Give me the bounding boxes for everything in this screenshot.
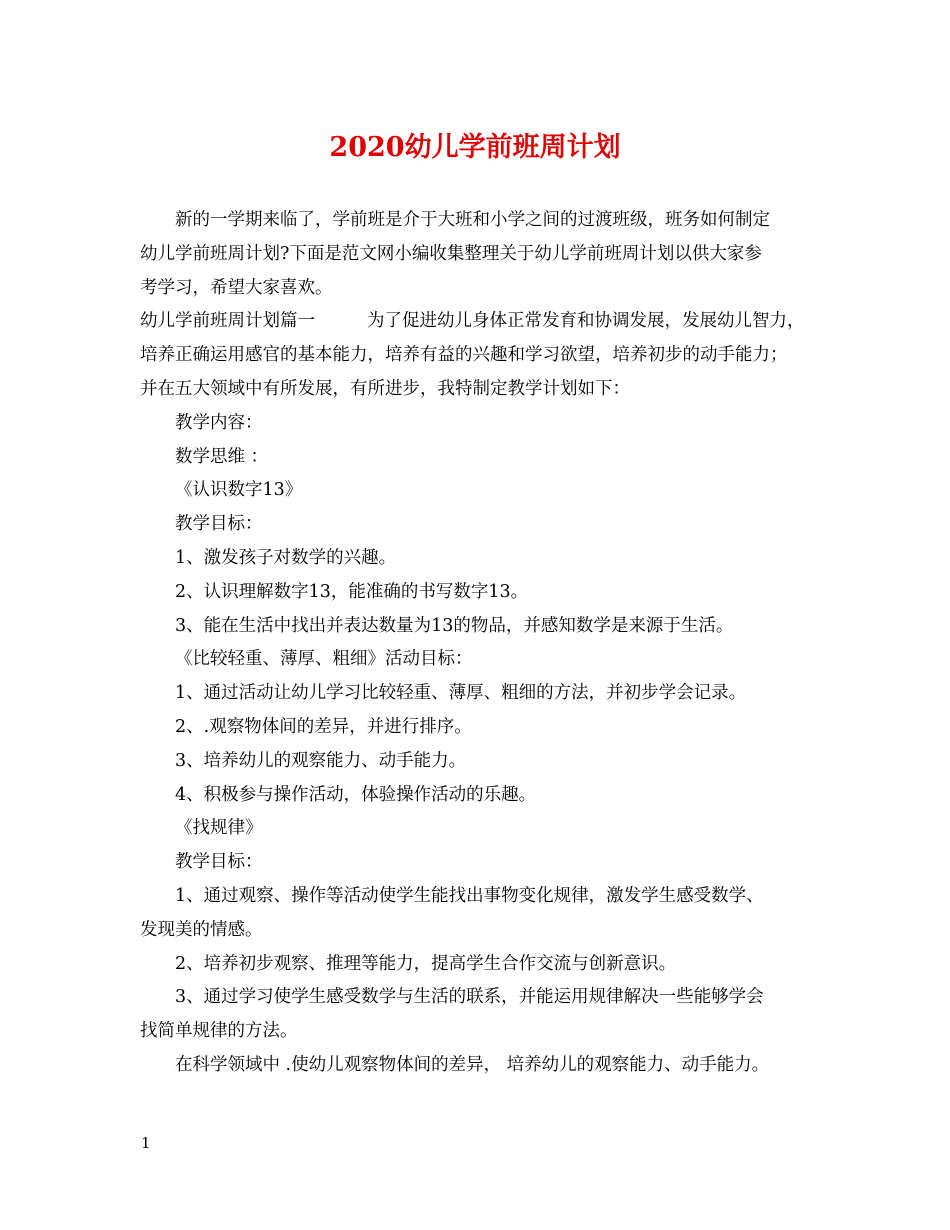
content-line: 4、积极参与操作活动，体验操作活动的乐趣。	[175, 784, 537, 805]
section-heading: 幼儿学前班周计划篇一	[140, 311, 315, 332]
content-line: 《比较轻重、薄厚、粗细》活动目标：	[175, 649, 473, 670]
goal3-line-1: 3、通过学习使学生感受数学与生活的联系，并能运用规律解决一些能够学会	[175, 987, 764, 1008]
content-line: 教学目标：	[175, 852, 263, 873]
document-body	[140, 204, 832, 1083]
section-intro-line-2: 培养正确运用感官的基本能力，培养有益的兴趣和学习欲望，培养初步的动手能力；	[140, 345, 788, 366]
content-line: 《认识数字13》	[175, 480, 303, 501]
goal3-line-2: 找简单规律的方法。	[140, 1021, 298, 1042]
science-line: 在科学领域中 .使幼儿观察物体间的差异， 培养幼儿的观察能力、动手能力。	[175, 1054, 770, 1075]
goal1-line-1: 1、通过观察、操作等活动使学生能找出事物变化规律，激发学生感受数学、	[175, 885, 764, 906]
intro-line-1: 新的一学期来临了，学前班是介于大班和小学之间的过渡班级，班务如何制定	[175, 210, 770, 230]
content-line: 教学目标：	[175, 514, 263, 535]
content-line: 3、能在生活中找出并表达数量为13的物品，并感知数学是来源于生活。	[175, 615, 734, 636]
section-intro-line-1: 为了促进幼儿身体正常发育和协调发展，发展幼儿智力，	[367, 311, 805, 332]
goal2-line: 2、培养初步观察、推理等能力，提高学生合作交流与创新意识。	[175, 953, 677, 974]
section-first-line	[140, 305, 832, 339]
content-line: 2、认识理解数字13，能准确的书写数字13。	[175, 581, 529, 602]
content-line: 3、培养幼儿的观察能力、动手能力。	[175, 750, 467, 771]
content-line: 1、通过活动让幼儿学习比较轻重、薄厚、粗细的方法，并初步学会记录。	[175, 683, 747, 704]
content-line: 数学思维 ：	[175, 446, 269, 467]
page-number: 1	[141, 1134, 151, 1152]
content-line: 2、.观察物体间的差异，并进行排序。	[175, 716, 472, 737]
content-line: 1、激发孩子对数学的兴趣。	[175, 547, 397, 568]
intro-line-2: 幼儿学前班周计划?下面是范文网小编收集整理关于幼儿学前班周计划以供大家参	[140, 243, 762, 264]
section-intro-line-3: 并在五大领域中有所发展，有所进步，我特制定教学计划如下：	[140, 378, 630, 399]
page-title: 2020幼儿学前班周计划	[329, 132, 621, 163]
intro-line-3: 考学习，希望大家喜欢。	[140, 277, 333, 298]
goal1-line-2: 发现美的情感。	[140, 919, 263, 940]
content-line: 《找规律》	[175, 818, 263, 839]
content-line: 教学内容：	[175, 412, 263, 433]
